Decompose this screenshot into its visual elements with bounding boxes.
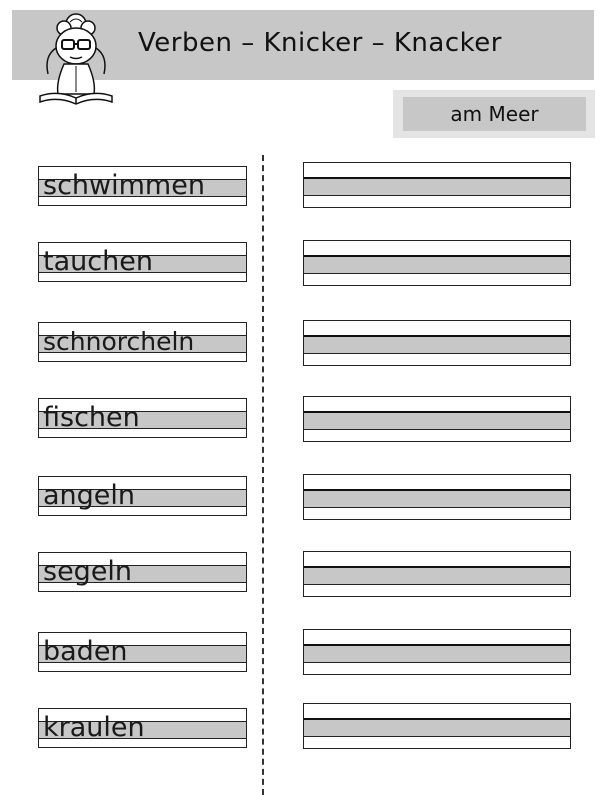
verb-box [38,166,247,206]
verb-box [38,398,247,438]
writing-line[interactable] [303,320,571,366]
verb-word: kraulen [43,712,145,743]
dashed-divider [262,155,264,795]
verb-box [38,322,247,362]
writing-line[interactable] [303,396,571,442]
writing-line[interactable] [303,703,571,749]
verb-box [38,708,247,748]
verb-box [38,552,247,592]
verb-word: tauchen [43,246,153,277]
writing-line[interactable] [303,474,571,520]
verb-word: angeln [43,480,136,511]
writing-line[interactable] [303,629,571,675]
verb-box [38,476,247,516]
verb-word: schnorcheln [43,327,195,356]
writing-line[interactable] [303,551,571,597]
page-title: Verben – Knicker – Knacker [138,28,502,58]
verb-word: baden [43,636,128,667]
writing-line[interactable] [303,240,571,286]
verb-word: schwimmen [43,170,205,201]
verb-box [38,632,247,672]
verb-word: fischen [43,402,140,433]
verb-box [38,242,247,282]
topic-badge: am Meer [403,97,586,131]
writing-line[interactable] [303,162,571,208]
child-reading-book-icon [26,8,126,108]
verb-word: segeln [43,556,133,587]
